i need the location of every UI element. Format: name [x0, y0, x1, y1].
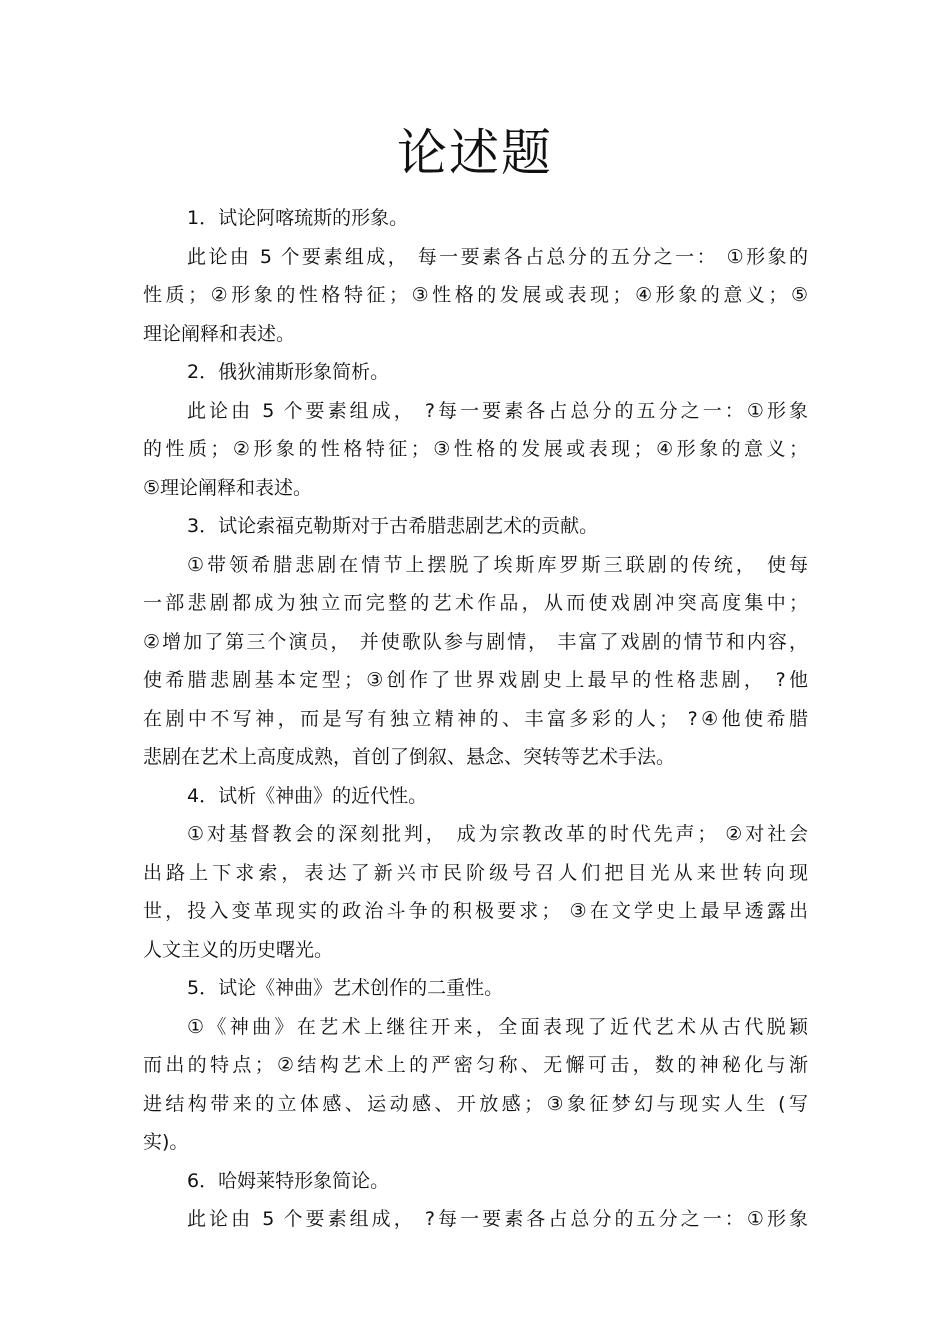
page-title: 论述题 [397, 124, 553, 182]
question-heading: 2．俄狄浦斯形象简析。 [187, 361, 390, 383]
paragraph-line: 的性质；②形象的性格特征；③性格的发展或表现；④形象的意义； [143, 438, 808, 460]
paragraph-line: 人文主义的历史曙光。 [143, 938, 334, 961]
question-heading: 3．试论索福克勒斯对于古希腊悲剧艺术的贡献。 [187, 515, 599, 537]
paragraph-line: 理论阐释和表述。 [143, 322, 296, 345]
paragraph-line: 性质；②形象的性格特征；③性格的发展或表现；④形象的意义；⑤ [143, 284, 808, 306]
paragraph-line: 世，投入变革现实的政治斗争的积极要求； ③在文学史上最早透露出 [143, 900, 808, 922]
paragraph-line: 而出的特点；②结构艺术上的严密匀称、无懈可击，数的神秘化与渐 [143, 1054, 808, 1076]
paragraph-line: ⑤理论阐释和表述。 [143, 476, 313, 499]
question-heading: 6．哈姆莱特形象简论。 [187, 1169, 390, 1192]
document-body [143, 199, 808, 1239]
paragraph-line: 悲剧在艺术上高度成熟，首创了倒叙、悬念、突转等艺术手法。 [143, 746, 676, 768]
paragraph-line: ①带领希腊悲剧在情节上摆脱了埃斯库罗斯三联剧的传统， 使每 [187, 553, 808, 576]
paragraph-line: ①对基督教会的深刻批判， 成为宗教改革的时代先声； ②对社会 [187, 823, 808, 845]
paragraph-line: 此论由 5 个要素组成， ?每一要素各占总分的五分之一：①形象 [187, 399, 808, 422]
paragraph-line: 此论由 5 个要素组成， ?每一要素各占总分的五分之一：①形象 [187, 1208, 808, 1230]
paragraph-line: 一部悲剧都成为独立而完整的艺术作品，从而使戏剧冲突高度集中； [143, 592, 808, 614]
paragraph-line: ②增加了第三个演员， 并使歌队参与剧情， 丰富了戏剧的情节和内容， [143, 630, 808, 653]
paragraph-line: 出路上下求索，表达了新兴市民阶级号召人们把目光从来世转向现 [143, 861, 808, 884]
paragraph-line: 在剧中不写神，而是写有独立精神的、丰富多彩的人； ?④他使希腊 [143, 707, 808, 730]
question-heading: 1．试论阿喀琉斯的形象。 [187, 207, 409, 229]
paragraph-line: 实)。 [143, 1131, 189, 1153]
paragraph-line: 进结构带来的立体感、运动感、开放感；③象征梦幻与现实人生 (写 [143, 1092, 808, 1115]
paragraph-line: 此论由 5 个要素组成， 每一要素各占总分的五分之一： ①形象的 [187, 245, 808, 268]
paragraph-line: ①《神曲》在艺术上继往开来，全面表现了近代艺术从古代脱颖 [187, 1015, 808, 1038]
paragraph-line: 使希腊悲剧基本定型；③创作了世界戏剧史上最早的性格悲剧， ?他 [143, 669, 808, 691]
question-heading: 4．试析《神曲》的近代性。 [187, 784, 428, 807]
question-heading: 5．试论《神曲》艺术创作的二重性。 [187, 977, 504, 999]
